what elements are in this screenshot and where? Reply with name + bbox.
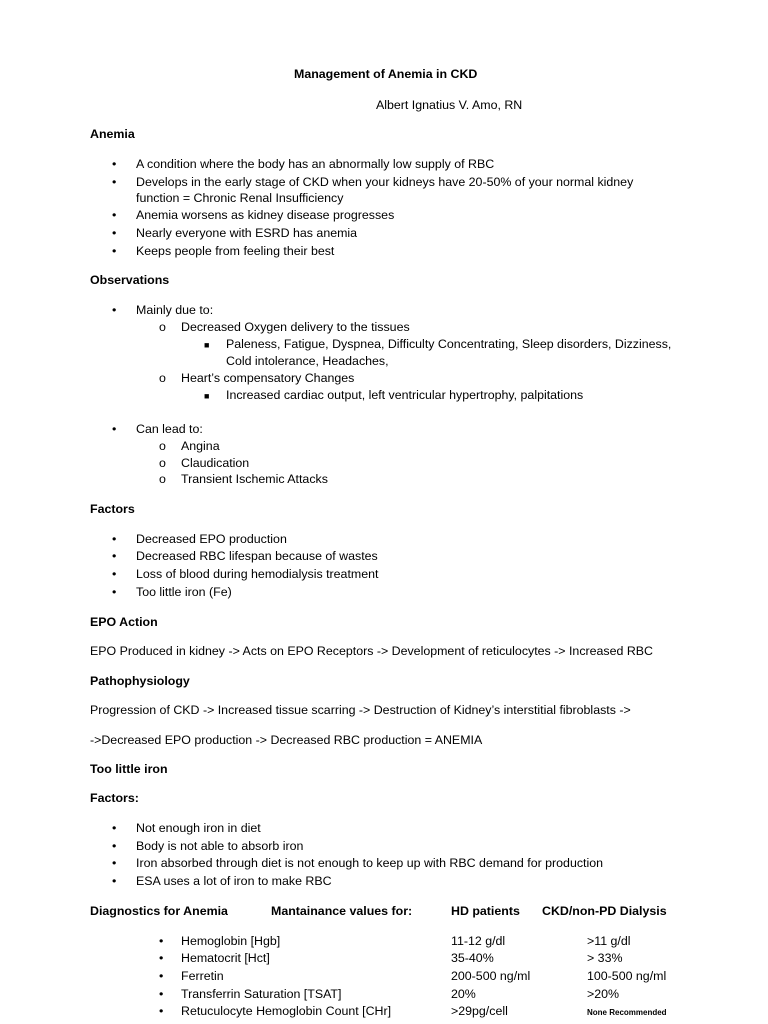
column-header-ckd: CKD/non-PD Dialysis: [542, 904, 667, 918]
pathophysiology-line-1: Progression of CKD -> Increased tissue scarring -> Destruction of Kidney’s interstitial fibroblasts ->: [90, 703, 631, 717]
list-item: Too little iron (Fe): [136, 585, 232, 599]
table-cell-ckd: >11 g/dl: [587, 934, 631, 948]
circle-bullet-icon: o: [159, 371, 166, 385]
circle-bullet-icon: o: [159, 320, 166, 334]
list-subitem: Transient Ischemic Attacks: [181, 472, 328, 486]
section-heading-epo-action: EPO Action: [90, 615, 158, 629]
document-title: Management of Anemia in CKD: [294, 67, 478, 81]
bullet-icon: •: [159, 969, 164, 983]
table-cell-ckd: 100-500 ng/ml: [587, 969, 667, 983]
circle-bullet-icon: o: [159, 439, 166, 453]
circle-bullet-icon: o: [159, 456, 166, 470]
bullet-icon: •: [112, 244, 117, 258]
table-row-name: Ferretin: [181, 969, 224, 983]
bullet-icon: •: [112, 585, 117, 599]
square-bullet-icon: ■: [204, 391, 210, 401]
list-item: Mainly due to:: [136, 303, 214, 317]
table-cell-hd: 200-500 ng/ml: [451, 969, 531, 983]
bullet-icon: •: [112, 303, 117, 317]
bullet-icon: •: [112, 567, 117, 581]
section-heading-too-little-iron: Too little iron: [90, 762, 168, 776]
list-item: Can lead to:: [136, 422, 203, 436]
table-row-name: Hemoglobin [Hgb]: [181, 934, 281, 948]
column-header-values: Mantainance values for:: [271, 904, 413, 918]
list-item: Not enough iron in diet: [136, 821, 261, 835]
section-heading-anemia: Anemia: [90, 127, 135, 141]
list-subitem: Heart’s compensatory Changes: [181, 371, 355, 385]
bullet-icon: •: [112, 821, 117, 835]
table-row-name: Retuculocyte Hemoglobin Count [CHr]: [181, 1004, 392, 1018]
list-item: Keeps people from feeling their best: [136, 244, 335, 258]
square-bullet-icon: ■: [204, 340, 210, 350]
list-item: Iron absorbed through diet is not enough to keep up with RBC demand for production: [136, 856, 604, 870]
list-item: Develops in the early stage of CKD when your kidneys have 20-50% of your normal kidney: [136, 175, 634, 189]
table-cell-ckd: > 33%: [587, 951, 623, 965]
list-subitem: Claudication: [181, 456, 250, 470]
bullet-icon: •: [112, 226, 117, 240]
table-cell-hd: 11-12 g/dl: [451, 934, 506, 948]
bullet-icon: •: [112, 549, 117, 563]
list-item: Decreased RBC lifespan because of wastes: [136, 549, 378, 563]
bullet-icon: •: [112, 208, 117, 222]
bullet-icon: •: [112, 856, 117, 870]
table-cell-ckd: >20%: [587, 987, 620, 1001]
list-item: Decreased EPO production: [136, 532, 287, 546]
iron-factors-label: Factors:: [90, 791, 139, 805]
table-cell-ckd: None Recommended: [587, 1008, 667, 1017]
list-item: ESA uses a lot of iron to make RBC: [136, 874, 332, 888]
list-subitem: Decreased Oxygen delivery to the tissues: [181, 320, 410, 334]
bullet-icon: •: [159, 951, 164, 965]
section-heading-factors: Factors: [90, 502, 135, 516]
list-item: A condition where the body has an abnormally low supply of RBC: [136, 157, 495, 171]
bullet-icon: •: [112, 874, 117, 888]
bullet-icon: •: [112, 532, 117, 546]
bullet-icon: •: [159, 987, 164, 1001]
diagnostics-heading: Diagnostics for Anemia: [90, 904, 228, 918]
table-row-name: Hematocrit [Hct]: [181, 951, 270, 965]
list-detail: Paleness, Fatigue, Dyspnea, Difficulty Concentrating, Sleep disorders, Dizziness,: [226, 337, 672, 351]
list-detail: Increased cardiac output, left ventricular hypertrophy, palpitations: [226, 388, 584, 402]
list-item: Body is not able to absorb iron: [136, 839, 304, 853]
pathophysiology-line-2: ->Decreased EPO production -> Decreased RBC production = ANEMIA: [90, 733, 483, 747]
circle-bullet-icon: o: [159, 472, 166, 486]
table-cell-hd: 35-40%: [451, 951, 494, 965]
bullet-icon: •: [112, 839, 117, 853]
bullet-icon: •: [159, 1004, 164, 1018]
list-detail-continuation: Cold intolerance, Headaches,: [226, 354, 389, 368]
table-row-name: Transferrin Saturation [TSAT]: [181, 987, 342, 1001]
bullet-icon: •: [159, 934, 164, 948]
section-heading-pathophysiology: Pathophysiology: [90, 674, 190, 688]
section-heading-observations: Observations: [90, 273, 170, 287]
table-cell-hd: 20%: [451, 987, 476, 1001]
table-cell-hd: >29pg/cell: [451, 1004, 508, 1018]
list-item: Loss of blood during hemodialysis treatment: [136, 567, 379, 581]
list-item: Anemia worsens as kidney disease progresses: [136, 208, 395, 222]
bullet-icon: •: [112, 157, 117, 171]
document-author: Albert Ignatius V. Amo, RN: [376, 98, 523, 112]
list-subitem: Angina: [181, 439, 220, 453]
epo-action-text: EPO Produced in kidney -> Acts on EPO Receptors -> Development of reticulocytes -> Increased RBC: [90, 644, 654, 658]
column-header-hd: HD patients: [451, 904, 520, 918]
bullet-icon: •: [112, 422, 117, 436]
list-item-continuation: function = Chronic Renal Insufficiency: [136, 191, 344, 205]
bullet-icon: •: [112, 175, 117, 189]
list-item: Nearly everyone with ESRD has anemia: [136, 226, 358, 240]
